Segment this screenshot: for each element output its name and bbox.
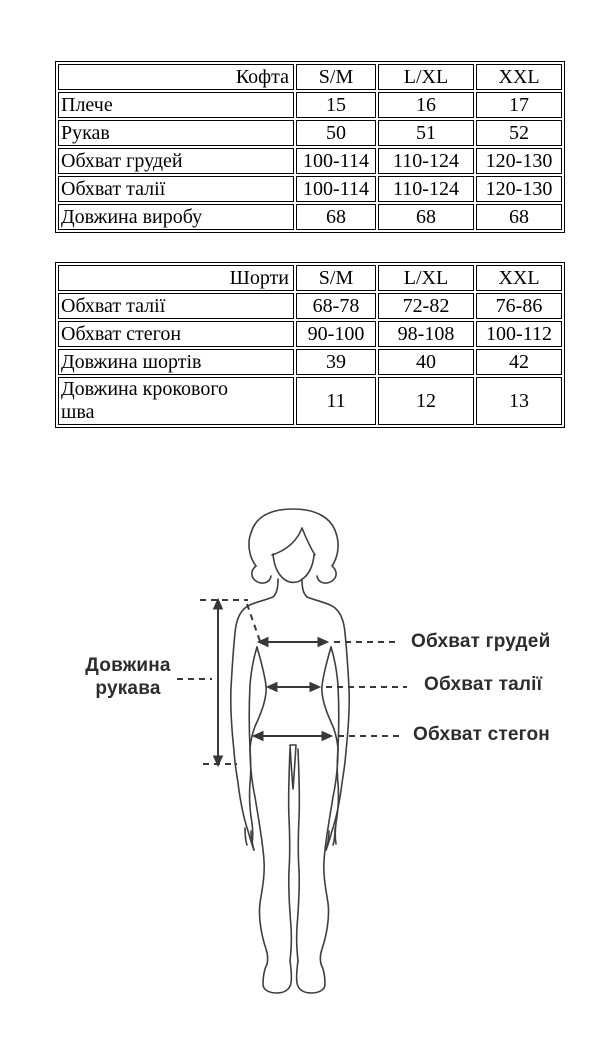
cell-value: 120-130	[476, 148, 562, 174]
arrowhead-right-icon	[318, 638, 328, 647]
figure-left-torso-leg	[250, 647, 268, 964]
cell-value: 51	[378, 120, 474, 146]
cell-value: 98-108	[378, 321, 474, 347]
cell-value: 13	[476, 377, 562, 425]
cell-value: 100-114	[296, 176, 376, 202]
table-row	[58, 377, 562, 425]
sleeve-length-label: Довжина рукава	[85, 655, 171, 699]
size-header: S/M	[296, 265, 376, 291]
table-row	[58, 176, 562, 202]
body-measurement-diagram	[0, 500, 600, 1061]
figure-right-arm-outer	[302, 579, 349, 850]
cell-value: 16	[378, 92, 474, 118]
figure-left-arm-outer	[231, 579, 278, 850]
cell-value: 110-124	[378, 176, 474, 202]
cell-value: 17	[476, 92, 562, 118]
figure-hair-left-curl	[252, 566, 271, 583]
cell-value: 52	[476, 120, 562, 146]
female-figure-outline	[231, 509, 350, 993]
figure-hair	[249, 509, 338, 583]
figure-left-leg-inner	[289, 749, 292, 961]
cell-value: 12	[378, 377, 474, 425]
figure-left-foot	[263, 961, 291, 993]
measurement-arrows	[177, 599, 407, 766]
figure-right-foot	[297, 961, 325, 993]
row-label	[58, 377, 294, 425]
cell-value: 90-100	[296, 321, 376, 347]
waist-label: Обхват талії	[424, 674, 543, 695]
cell-value: 39	[296, 349, 376, 375]
size-table-kofta	[55, 61, 565, 233]
arrowhead-left-icon	[253, 732, 263, 741]
size-header: XXL	[476, 265, 562, 291]
size-header: L/XL	[378, 265, 474, 291]
table-row	[58, 148, 562, 174]
cell-value: 11	[296, 377, 376, 425]
cell-value: 100-112	[476, 321, 562, 347]
chest-arrow	[258, 638, 399, 647]
figure-fringe	[272, 528, 315, 555]
figure-right-leg-inner	[297, 749, 300, 961]
arrowhead-right-icon	[322, 732, 332, 741]
cell-value: 68-78	[296, 293, 376, 319]
cell-value: 110-124	[378, 148, 474, 174]
table-row	[58, 321, 562, 347]
figure-right-torso-leg	[320, 647, 338, 964]
table-row	[58, 349, 562, 375]
row-label-text: Довжина крокового шва	[61, 378, 229, 423]
hips-label: Обхват стегон	[413, 724, 550, 745]
cell-value: 72-82	[378, 293, 474, 319]
row-label: Обхват грудей	[58, 148, 294, 174]
cell-value: 50	[296, 120, 376, 146]
figure-crotch-line	[290, 745, 296, 789]
size-table-shorty	[55, 262, 565, 428]
row-label: Обхват стегон	[58, 321, 294, 347]
row-label: Рукав	[58, 120, 294, 146]
size-header: S/M	[296, 64, 376, 90]
table-title: Шорти	[58, 265, 294, 291]
figure-face	[273, 554, 314, 582]
table-row	[58, 64, 562, 90]
cell-value: 68	[476, 204, 562, 230]
cell-value: 40	[378, 349, 474, 375]
arrowhead-left-icon	[267, 683, 277, 692]
table-row	[58, 92, 562, 118]
chest-label: Обхват грудей	[411, 631, 551, 652]
row-label: Плече	[58, 92, 294, 118]
row-label: Обхват талії	[58, 293, 294, 319]
size-header: XXL	[476, 64, 562, 90]
table-title: Кофта	[58, 64, 294, 90]
cell-value: 68	[296, 204, 376, 230]
sleeve-length-arrow	[177, 599, 261, 766]
table-row	[58, 293, 562, 319]
row-label: Довжина шортів	[58, 349, 294, 375]
row-label: Обхват талії	[58, 176, 294, 202]
table-row	[58, 204, 562, 230]
figure-and-arrows-canvas	[0, 500, 600, 1061]
row-label: Довжина виробу	[58, 204, 294, 230]
cell-value: 120-130	[476, 176, 562, 202]
size-header: L/XL	[378, 64, 474, 90]
table-row	[58, 120, 562, 146]
cell-value: 76-86	[476, 293, 562, 319]
waist-arrow	[267, 683, 407, 692]
arrowhead-right-icon	[310, 683, 320, 692]
cell-value: 42	[476, 349, 562, 375]
cell-value: 15	[296, 92, 376, 118]
hips-arrow	[253, 732, 401, 741]
cell-value: 100-114	[296, 148, 376, 174]
cell-value: 68	[378, 204, 474, 230]
table-row	[58, 265, 562, 291]
